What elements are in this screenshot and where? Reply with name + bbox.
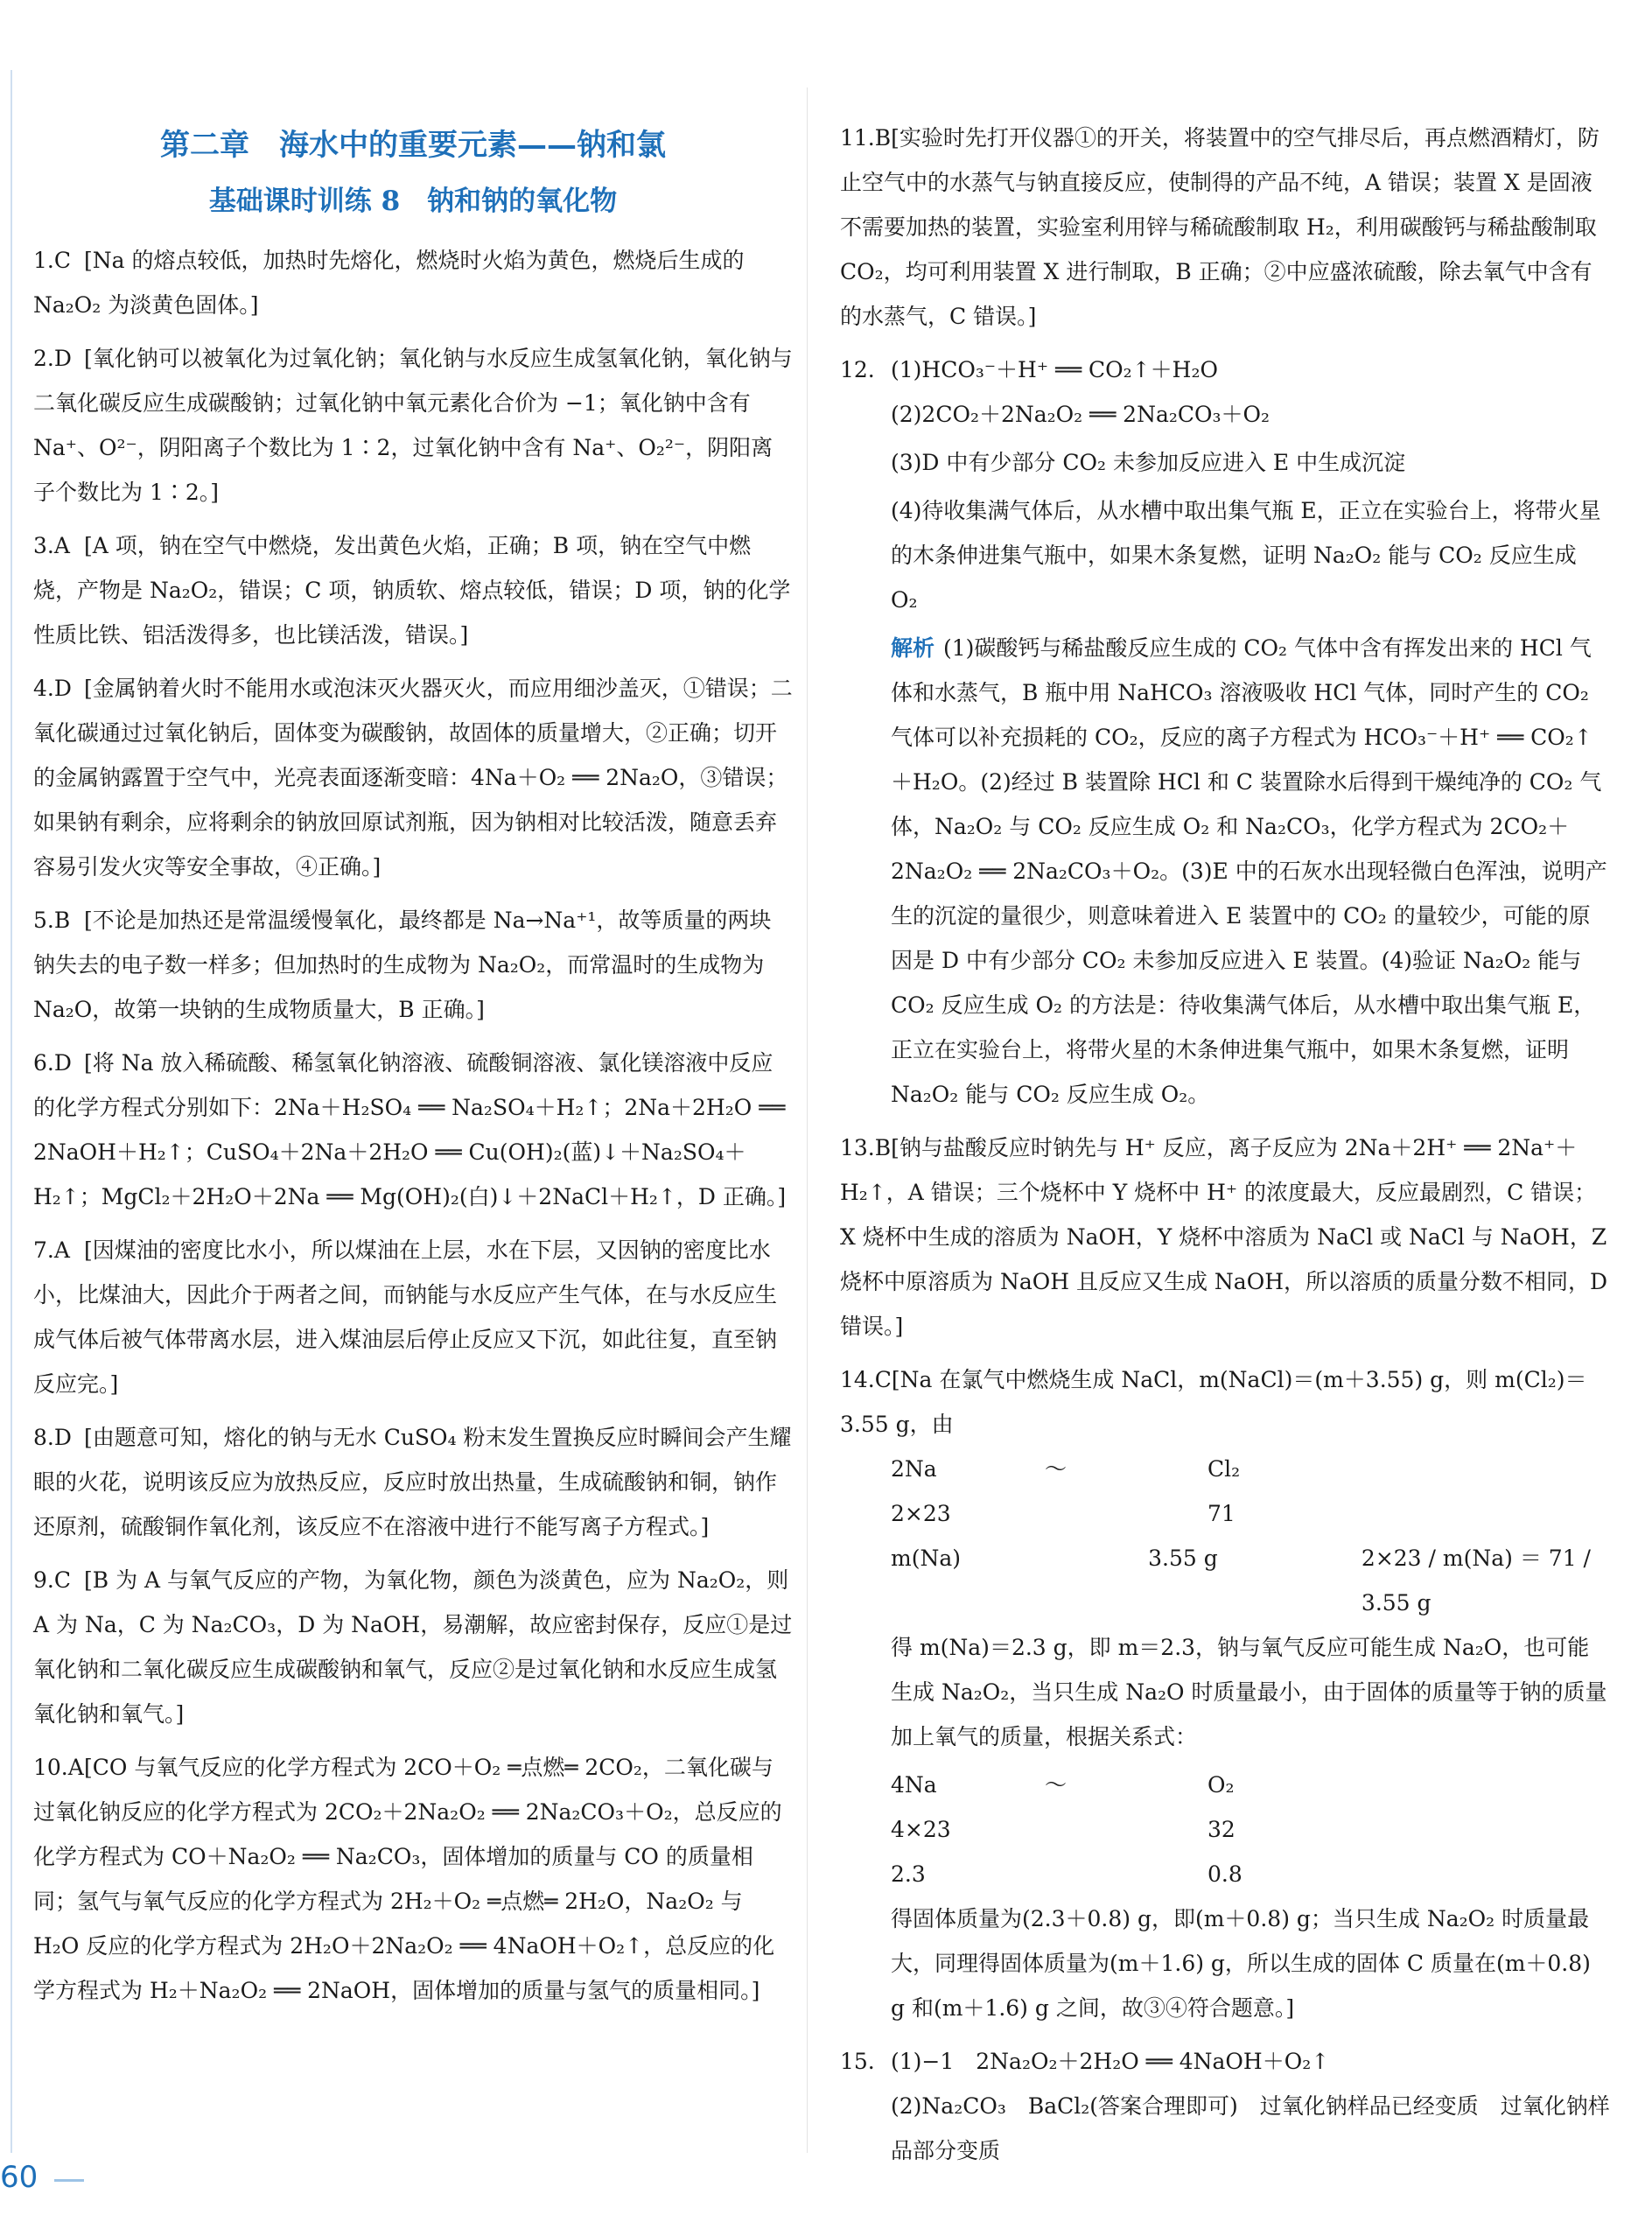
answer-text: [Na 在氯气中燃烧生成 NaCl，m(NaCl)＝(m＋3.55) g，则 m(Cl₂)＝3.55 g，由 [840, 1367, 1587, 1437]
calc-cell: 0.8 [1208, 1861, 1242, 1887]
answer-number: 4.D [33, 676, 72, 701]
answer-line: (1)HCO₃⁻＋H⁺ ══ CO₂↑＋H₂O [891, 357, 1218, 382]
section-title: 基础课时训练 8 钠和钠的氧化物 [208, 186, 618, 217]
answer-text: [不论是加热还是常温缓慢氧化，最终都是 Na→Na⁺¹，故等质量的两块钠失去的电子数一样多；但加热时的生成物为 Na₂O₂，而常温时的生成物为 Na₂O，故第一块钠的生成物质量大，B 正确。] [33, 908, 772, 1022]
calc-row [840, 1536, 1610, 1625]
calc-cell: 2.3 [891, 1861, 926, 1887]
answer-item-10 [33, 1745, 793, 2013]
calc-cell [1045, 1807, 1208, 1852]
answer-line: (2)2CO₂＋2Na₂O₂ ══ 2Na₂CO₃＋O₂ [891, 402, 1270, 427]
answer-number: 1.C [33, 248, 71, 273]
answer-line: (2)Na₂CO₃ BaCl₂(答案合理即可) 过氧化钠样品已经变质 过氧化钠样品部分变质 [891, 2093, 1610, 2163]
analysis-label: 解析 [891, 635, 935, 661]
answer-number: 11.B [840, 125, 892, 151]
answer-text: [CO 与氧气反应的化学方程式为 2CO＋O₂ ═点燃═ 2CO₂，二氧化碳与过氧化钠反应的化学方程式为 2CO₂＋2Na₂O₂ ══ 2Na₂CO₃＋O₂，总反应的化学方程式为 CO＋Na₂O₂ ══ Na₂CO₃，固体增加的质量与 CO 的质量相同；氢气与氧气反应的化学方程式为 2H₂＋O₂ ═点燃═ 2H₂O，Na₂O₂ 与 H₂O 反应的化学方程式为 2H₂O＋2Na₂O₂ ══ 4NaOH＋O₂↑，总反应的化学方程式为 H₂＋Na₂O₂ ══ 2NaOH，固体增加的质量与氢气的质量相同。] [33, 1755, 782, 2003]
page-number: 60 [0, 2160, 38, 2195]
calc-cell: m(Na) [891, 1546, 961, 1571]
right-column [840, 116, 1610, 2182]
answer-number: 3.A [33, 533, 70, 558]
answer-number: 10.A [33, 1755, 84, 1780]
answer-line: (3)D 中有少部分 CO₂ 未参加反应进入 E 中生成沉淀 [891, 450, 1406, 475]
ratio-equation: 2×23 / m(Na) ＝ 71 / 3.55 g [1361, 1546, 1591, 1616]
answer-number: 2.D [33, 346, 72, 371]
answer-item-4 [33, 666, 793, 889]
calc-row [840, 1807, 1610, 1852]
answer-text: [B 为 A 与氧气反应的产物，为氧化物，颜色为淡黄色，应为 Na₂O₂，则 A 为 Na，C 为 Na₂CO₃，D 为 NaOH，易潮解，故应密封保存，反应①是过氧化钠和二氧化碳反应生成碳酸钠和氧气，反应②是过氧化钠和水反应生成氢氧化钠和氧气。] [33, 1567, 793, 1727]
calc-cell: 3.55 g [1148, 1546, 1218, 1571]
answer-item-15 [840, 2039, 1610, 2173]
answer-item-11 [840, 116, 1610, 339]
calc-cell: ～ [1045, 1772, 1068, 1798]
answer-text: [将 Na 放入稀硫酸、稀氢氧化钠溶液、硫酸铜溶液、氯化镁溶液中反应的化学方程式分别如下：2Na＋H₂SO₄ ══ Na₂SO₄＋H₂↑；2Na＋2H₂O ══ 2NaOH＋H₂↑；CuSO₄＋2Na＋2H₂O ══ Cu(OH)₂(蓝)↓＋Na₂SO₄＋H₂↑；MgCl₂＋2H₂O＋2Na ══ Mg(OH)₂(白)↓＋2NaCl＋H₂↑，D 正确。] [33, 1050, 787, 1209]
calc-row [840, 1852, 1610, 1896]
answer-number: 6.D [33, 1050, 72, 1076]
answer-number: 7.A [33, 1237, 70, 1263]
calc-row [840, 1763, 1610, 1807]
analysis-text: (1)碳酸钙与稀盐酸反应生成的 CO₂ 气体中含有挥发出来的 HCl 气体和水蒸气，B 瓶中用 NaHCO₃ 溶液吸收 HCl 气体，同时产生的 CO₂ 气体可以补充损耗的 CO₂，反应的离子方程式为 HCO₃⁻＋H⁺ ══ CO₂↑＋H₂O。(2)经过 B 装置除 HCl 和 C 装置除水后得到干燥纯净的 CO₂ 气体，Na₂O₂ 与 CO₂ 反应生成 O₂ 和 Na₂CO₃，化学方程式为 2CO₂＋2Na₂O₂ ══ 2Na₂CO₃＋O₂。(3)E 中的石灰水出现轻微白色浑浊，说明产生的沉淀的量很少，则意味着进入 E 装置中的 CO₂ 的量较少，可能的原因是 D 中有少部分 CO₂ 未参加反应进入 E 装置。(4)验证 Na₂O₂ 能与 CO₂ 反应生成 O₂ 的方法是：待收集满气体后，从水槽中取出集气瓶 E，正立在实验台上，将带火星的木条伸进集气瓶中，如果木条复燃，证明 Na₂O₂ 能与 CO₂ 反应生成 O₂。 [891, 635, 1607, 1107]
answer-text: 得 m(Na)＝2.3 g，即 m＝2.3，钠与氧气反应可能生成 Na₂O，也可能生成 Na₂O₂，当只生成 Na₂O 时质量最小，由于固体的质量等于钠的质量加上氧气的质量，根据关系式： [891, 1635, 1607, 1749]
answer-item-13 [840, 1125, 1610, 1349]
calc-cell: 32 [1208, 1817, 1236, 1842]
answer-number: 9.C [33, 1567, 71, 1593]
answer-item-14 [840, 1357, 1610, 2030]
answer-item-6 [33, 1041, 793, 1219]
answer-text: [Na 的熔点较低，加热时先熔化，燃烧时火焰为黄色，燃烧后生成的 Na₂O₂ 为淡黄色固体。] [33, 248, 745, 318]
answer-item-7 [33, 1228, 793, 1406]
answer-text: [A 项，钠在空气中燃烧，发出黄色火焰，正确；B 项，钠在空气中燃烧，产物是 Na₂O₂，错误；C 项，钠质软、熔点较低，错误；D 项，钠的化学性质比铁、铝活泼得多，也比镁活泼，错误。] [33, 533, 791, 648]
answer-number: 8.D [33, 1425, 72, 1450]
column-divider [807, 88, 808, 2153]
answer-line: (1)−1 2Na₂O₂＋2H₂O ══ 4NaOH＋O₂↑ [891, 2049, 1330, 2074]
calc-cell: Cl₂ [1208, 1456, 1241, 1482]
answer-line: (4)待收集满气体后，从水槽中取出集气瓶 E，正立在实验台上，将带火星的木条伸进集气瓶中，如果木条复燃，证明 Na₂O₂ 能与 CO₂ 反应生成 O₂ [891, 498, 1601, 613]
answer-item-12 [840, 347, 1610, 1117]
analysis-block [840, 626, 1610, 1117]
answer-text: [氧化钠可以被氧化为过氧化钠；氧化钠与水反应生成氢氧化钠，氧化钠与二氧化碳反应生成碳酸钠；过氧化钠中氧元素化合价为 −1；氧化钠中含有 Na⁺、O²⁻，阴阳离子个数比为 1∶2，过氧化钠中含有 Na⁺、O₂²⁻，阴阳离子个数比为 1∶2。] [33, 346, 793, 505]
answer-text: [由题意可知，熔化的钠与无水 CuSO₄ 粉末发生置换反应时瞬间会产生耀眼的火花，说明该反应为放热反应，反应时放出热量，生成硫酸钠和铜，钠作还原剂，硫酸铜作氧化剂，该反应不在溶液中进行不能写离子方程式。] [33, 1425, 792, 1539]
answer-item-2 [33, 336, 793, 515]
calc-cell: 4×23 [891, 1817, 951, 1842]
answer-item-8 [33, 1415, 793, 1549]
answer-text: [实验时先打开仪器①的开关，将装置中的空气排尽后，再点燃酒精灯，防止空气中的水蒸气与钠直接反应，使制得的产品不纯，A 错误；装置 X 是固液不需要加热的装置，实验室利用锌与稀硫酸制取 H₂，利用碳酸钙与稀盐酸制取 CO₂，均可利用装置 X 进行制取，B 正确；②中应盛浓硫酸，除去氧气中含有的水蒸气，C 错误。] [840, 125, 1600, 329]
answer-item-9 [33, 1558, 793, 1736]
calc-cell: O₂ [1208, 1772, 1235, 1798]
calc-row [840, 1491, 1610, 1536]
answer-text: [钠与盐酸反应时钠先与 H⁺ 反应，离子反应为 2Na＋2H⁺ ══ 2Na⁺＋H₂↑，A 错误；三个烧杯中 Y 烧杯中 H⁺ 的浓度最大，反应最剧烈，C 错误；X 烧杯中生成的溶质为 NaOH，Y 烧杯中溶质为 NaCl 或 NaCl 与 NaOH，Z 烧杯中原溶质为 NaOH 且反应又生成 NaOH，所以溶质的质量分数不相同，D 错误。] [840, 1135, 1608, 1339]
left-margin-line [10, 70, 12, 2153]
answer-number: 5.B [33, 908, 71, 933]
calc-cell [1045, 1852, 1208, 1896]
calc-cell: 71 [1208, 1501, 1236, 1526]
left-column [33, 105, 793, 2022]
calc-cell: ～ [1045, 1456, 1068, 1482]
calc-cell [1016, 1536, 1148, 1625]
page-number-dash [54, 2179, 84, 2182]
answer-number: 13.B [840, 1135, 892, 1160]
answer-text: 得固体质量为(2.3＋0.8) g，即(m＋0.8) g；当只生成 Na₂O₂ 时质量最大，同理得固体质量为(m＋1.6) g，所以生成的固体 C 质量在(m＋0.8) g 和(m＋1.6) g 之间，故③④符合题意。] [891, 1906, 1591, 2021]
calc-cell: 2×23 [891, 1501, 951, 1526]
answer-number: 15. [840, 2049, 875, 2074]
calc-cell: 4Na [891, 1772, 937, 1798]
answer-number: 12. [840, 357, 875, 382]
chapter-title: 第二章 海水中的重要元素——钠和氯 [160, 128, 666, 163]
answer-item-5 [33, 898, 793, 1032]
calc-row [840, 1447, 1610, 1491]
answer-text: [因煤油的密度比水小，所以煤油在上层，水在下层，又因钠的密度比水小，比煤油大，因此介于两者之间，而钠能与水反应产生气体，在与水反应生成气体后被气体带离水层，进入煤油层后停止反应又下沉，如此往复，直至钠反应完。] [33, 1237, 778, 1397]
answer-item-3 [33, 523, 793, 657]
calc-cell: 2Na [891, 1456, 937, 1482]
answer-item-1 [33, 238, 793, 327]
calc-cell [1045, 1491, 1208, 1536]
answer-text: [金属钠着火时不能用水或泡沫灭火器灭火，而应用细沙盖灭，①错误；二氧化碳通过过氧化钠后，固体变为碳酸钠，故固体的质量增大，②正确；切开的金属钠露置于空气中，光亮表面逐渐变暗：4Na＋O₂ ══ 2Na₂O，③错误；如果钠有剩余，应将剩余的钠放回原试剂瓶，因为钠相对比较活泼，随意丢弃容易引发火灾等安全事故，④正确。] [33, 676, 793, 880]
answer-number: 14.C [840, 1367, 892, 1392]
